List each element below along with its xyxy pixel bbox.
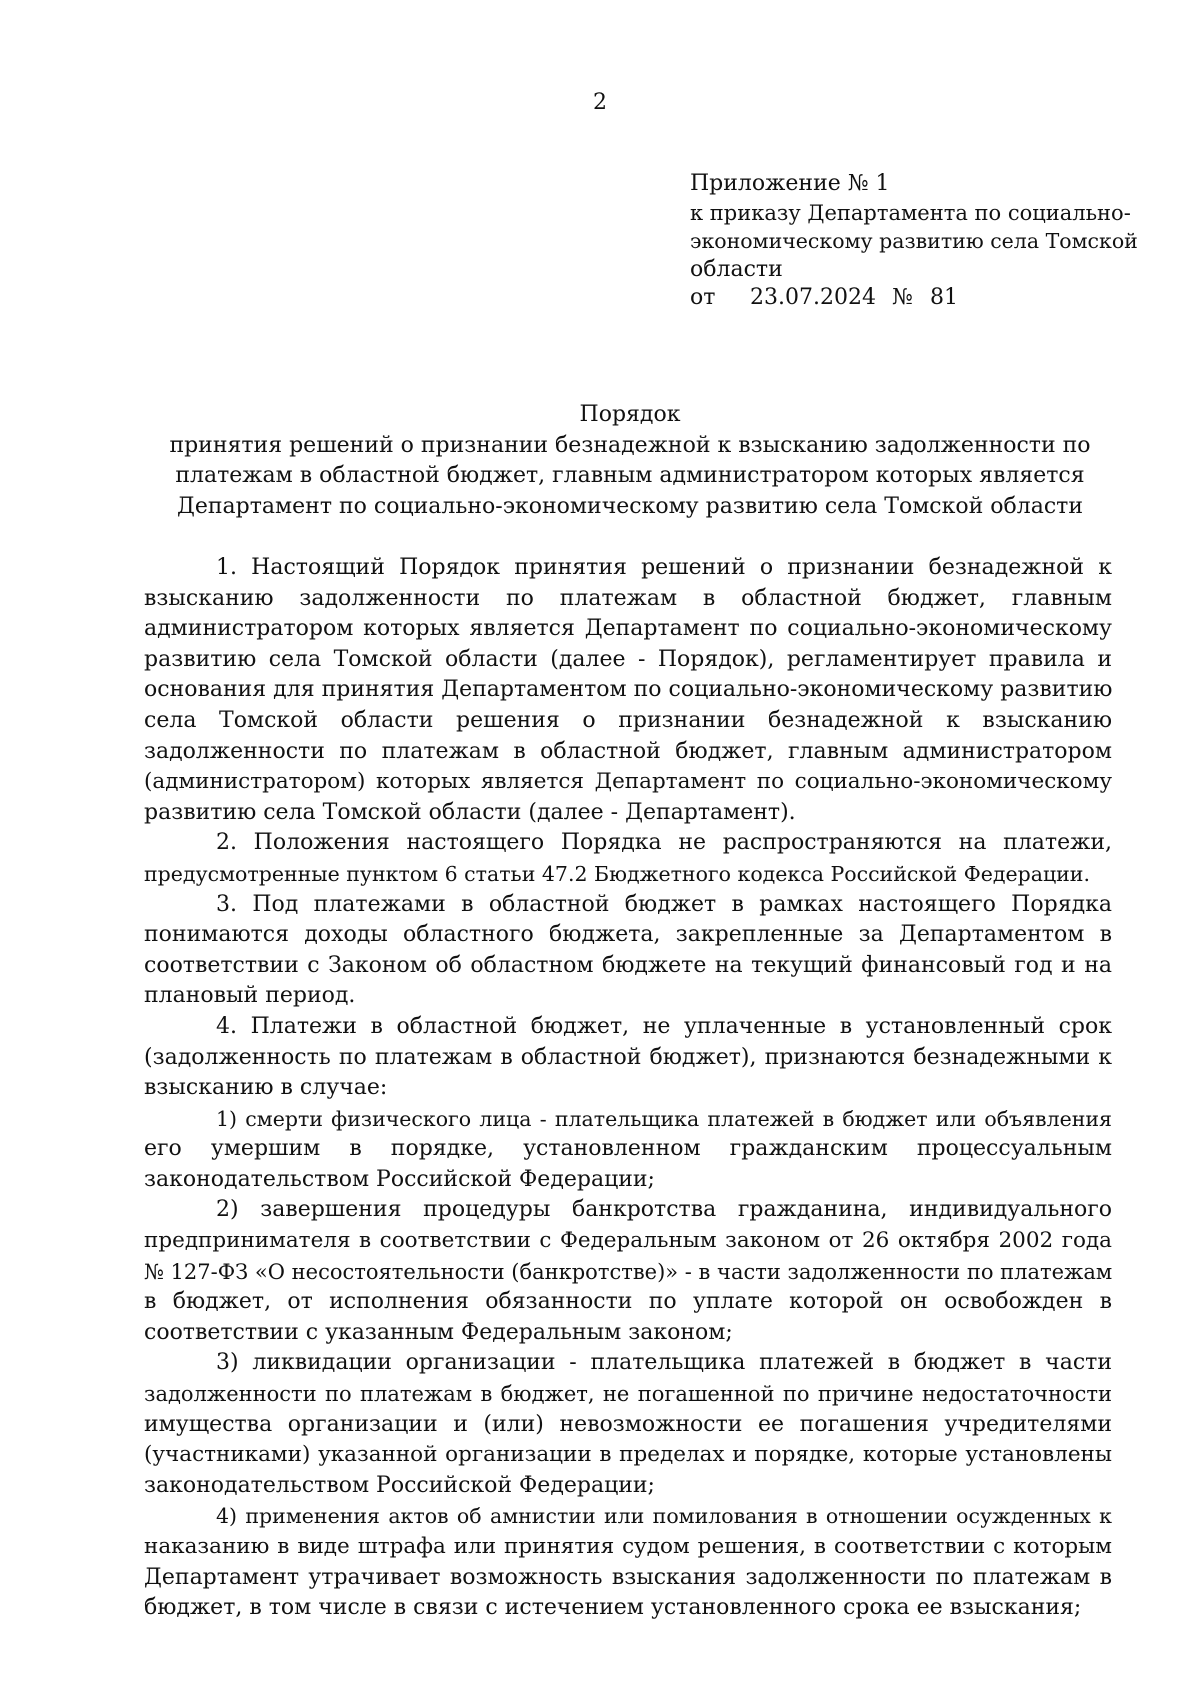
appendix-line: области [690, 256, 783, 282]
title-line: Департамент по социально-экономическому развитию села Томской области [176, 493, 1084, 519]
text-line: (задолженность по платежам в областной бюджет), признаются безнадежными к [144, 1044, 1112, 1070]
text-line: в бюджет, от исполнения обязанности по уплате которой он освобожден в [144, 1289, 1112, 1315]
text-line: 1) смерти физического лица - плательщика платежей в бюджет или объявления [216, 1106, 1112, 1131]
text-line: законодательством Российской Федерации; [144, 1166, 655, 1192]
appendix-title: Приложение № 1 [690, 171, 890, 196]
text-line: предпринимателя в соответствии с Федеральным законом от 26 октября 2002 года [144, 1228, 1112, 1254]
text-line: 2) завершения процедуры банкротства гражданина, индивидуального [216, 1197, 1112, 1223]
appendix-line: экономическому развитию села Томской [690, 229, 1138, 253]
page-number: 2 [593, 90, 607, 115]
title-line: принятия решений о признании безнадежной к взысканию задолженности по [169, 432, 1091, 458]
text-line: (участниками) указанной организации в пределах и порядке, которые установлены [144, 1442, 1112, 1468]
title-heading: Порядок [579, 402, 681, 427]
text-line: администратором которых является Департамент по социально-экономическому [144, 616, 1112, 642]
number-sign: № [892, 285, 913, 310]
text-line: 3) ликвидации организации - плательщика платежей в бюджет в части [216, 1350, 1112, 1376]
text-line: села Томской области решения о признании безнадежной к взысканию [144, 707, 1112, 733]
document-title [140, 400, 1120, 522]
order-number: 81 [930, 285, 958, 310]
text-line: взысканию задолженности по платежам в областной бюджет, главным [144, 585, 1112, 611]
text-line: задолженности по платежам в областной бюджет, главным администратором [144, 738, 1112, 764]
text-line: основания для принятия Департаментом по социально-экономическому развитию [144, 677, 1113, 703]
text-line: 4) применения актов об амнистии или помилования в отношении осужденных к [216, 1504, 1112, 1529]
text-line: развитию села Томской области (далее - Департамент). [144, 799, 796, 825]
text-line: задолженности по платежам в бюджет, не погашенной по причине недостаточности [144, 1382, 1112, 1407]
text-line: соответствии с Законом об областном бюджете на текущий финансовый год и на [144, 952, 1112, 978]
text-line: 1. Настоящий Порядок принятия решений о признании безнадежной к [216, 555, 1112, 580]
text-line: бюджет, в том числе в связи с истечением установленного срока ее взыскания; [144, 1595, 1082, 1621]
order-date: 23.07.2024 [750, 285, 876, 310]
text-line: 2. Положения настоящего Порядка не распространяются на платежи, [216, 830, 1112, 856]
text-line: Департамент утрачивает возможность взыскания задолженности по платежам в [144, 1564, 1112, 1590]
text-line: развитию села Томской области (далее - Порядок), регламентирует правила и [144, 646, 1112, 672]
text-line: 4. Платежи в областной бюджет, не уплаченные в установленный срок [216, 1013, 1112, 1039]
text-line: 3. Под платежами в областной бюджет в рамках настоящего Порядка [216, 891, 1112, 917]
appendix-reference [690, 284, 1140, 313]
text-line: плановый период. [144, 983, 356, 1009]
text-line: законодательством Российской Федерации; [144, 1472, 655, 1498]
text-line: его умершим в порядке, установленном гражданским процессуальным [144, 1136, 1112, 1162]
text-line: взысканию в случае: [144, 1075, 388, 1101]
text-line: имущества организации и (или) невозможности ее погашения учредителями [144, 1411, 1112, 1437]
title-line: платежам в областной бюджет, главным администратором которых является [175, 463, 1085, 488]
appendix-block [690, 170, 1140, 313]
text-line: понимаются доходы областного бюджета, закрепленные за Департаментом в [144, 922, 1112, 948]
document-body [144, 553, 1112, 1624]
text-line: наказанию в виде штрафа или принятия судом решения, в соответствии с которым [144, 1534, 1112, 1559]
text-line: предусмотренные пунктом 6 статьи 47.2 Бюджетного кодекса Российской Федерации. [144, 861, 1090, 886]
text-line: № 127-ФЗ «О несостоятельности (банкротстве)» - в части задолженности по платежам [144, 1259, 1113, 1284]
text-line: соответствии с указанным Федеральным законом; [144, 1319, 733, 1345]
appendix-line: к приказу Департамента по социально- [690, 200, 1131, 225]
from-label: от [690, 285, 716, 310]
text-line: (администратором) которых является Департамент по социально-экономическому [144, 769, 1112, 795]
